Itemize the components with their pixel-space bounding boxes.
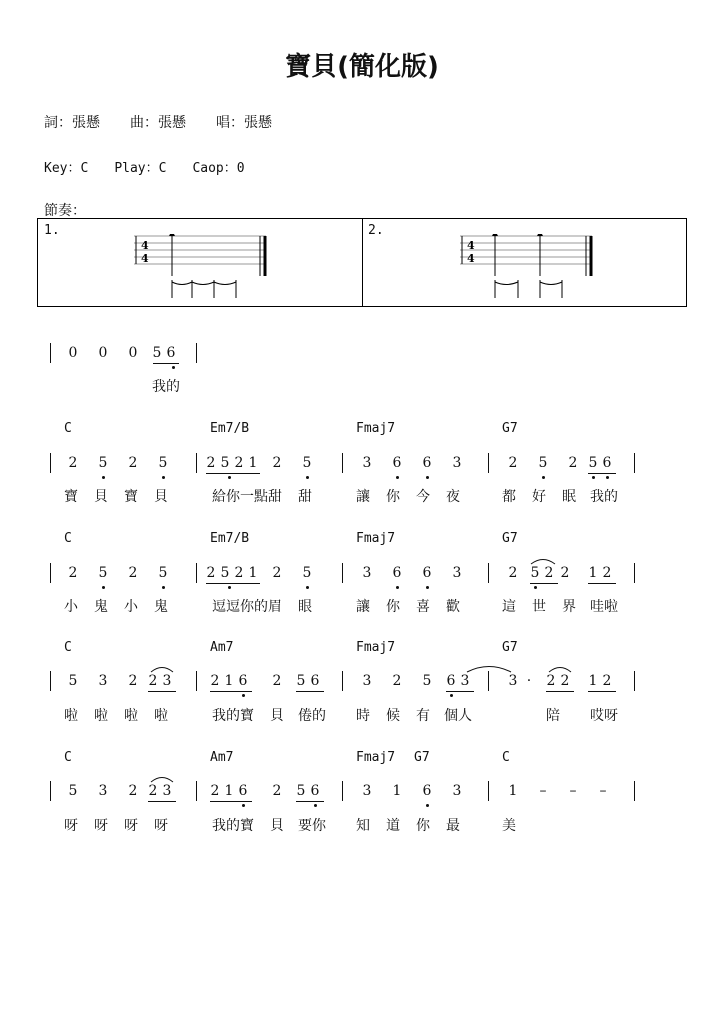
note: 5 [296, 783, 306, 799]
page-title: 寶貝(簡化版) [285, 52, 439, 82]
lyric: 你 [386, 489, 400, 505]
octave-dot [396, 476, 399, 479]
chord: Em7/B [210, 421, 250, 436]
note: 6 [392, 565, 402, 581]
lyric: 呀 [94, 818, 108, 834]
note: 2 [234, 455, 244, 471]
tie [546, 663, 574, 673]
beam [546, 691, 574, 692]
note: 6 [422, 565, 432, 581]
note: 2 [392, 673, 402, 689]
lyric: 個人 [444, 708, 472, 724]
note: 1 [508, 783, 518, 799]
lyric: 貝 [270, 708, 284, 724]
octave-dot [426, 804, 429, 807]
tie [148, 773, 176, 783]
note: 2 [272, 455, 282, 471]
chord: G7 [502, 421, 518, 436]
note: 5 [302, 565, 312, 581]
play-label: Play：C [114, 161, 167, 176]
note: 5 [98, 565, 108, 581]
note: 1 [248, 455, 258, 471]
lyric: 啦 [64, 708, 78, 724]
rhythm-staff-1 [134, 234, 274, 302]
lyric: 逗逗你的眉 [212, 599, 282, 615]
note: 3 [362, 673, 372, 689]
lyric: 倦的 [298, 708, 326, 724]
lyric: 夜 [446, 489, 460, 505]
note: 2 [568, 455, 578, 471]
note: 2 [544, 565, 554, 581]
note: 5 [588, 455, 598, 471]
lyric: 寶 [64, 489, 78, 505]
lyric: 我的 [590, 489, 618, 505]
chord: C [64, 750, 72, 765]
chord: Fmaj7 [356, 421, 396, 436]
rhythm-pattern-2-label: 2. [368, 223, 384, 238]
key-info [44, 157, 271, 176]
barline [196, 343, 197, 363]
lyric: 陪 [546, 708, 560, 724]
barline [196, 781, 197, 801]
note: 6 [602, 455, 612, 471]
barline [634, 781, 635, 801]
beam [296, 691, 324, 692]
barline [50, 563, 51, 583]
note: 2 [602, 673, 612, 689]
chord: C [502, 750, 510, 765]
barline [488, 563, 489, 583]
note: 2 [234, 565, 244, 581]
lyric: 要你 [298, 818, 326, 834]
octave-dot [534, 586, 537, 589]
lyric: 哇啦 [590, 599, 618, 615]
lyric: 有 [416, 708, 430, 724]
lyric: 你 [416, 818, 430, 834]
barline [196, 671, 197, 691]
barline [634, 563, 635, 583]
chord: Fmaj7 [356, 531, 396, 546]
key-label: Key：C [44, 161, 89, 176]
note: 3 [98, 783, 108, 799]
octave-dot [426, 476, 429, 479]
note: 2 [68, 455, 78, 471]
octave-dot [228, 586, 231, 589]
note: 2 [68, 565, 78, 581]
chord: C [64, 640, 72, 655]
note: 2 [508, 455, 518, 471]
note: 6 [392, 455, 402, 471]
octave-dot [102, 476, 105, 479]
note: 2 [128, 783, 138, 799]
tie [148, 663, 176, 673]
octave-dot [396, 586, 399, 589]
note: 5 [538, 455, 548, 471]
barline [342, 671, 343, 691]
chord: G7 [502, 640, 518, 655]
octave-dot [592, 476, 595, 479]
note: 3 [98, 673, 108, 689]
rhythm-staff-2 [460, 234, 600, 302]
chord: Am7 [210, 640, 234, 655]
note: 5 [158, 565, 168, 581]
note: 2 [128, 673, 138, 689]
note: 1 [588, 565, 598, 581]
barline [342, 781, 343, 801]
note: 5 [296, 673, 306, 689]
barline [488, 453, 489, 473]
barline [488, 671, 489, 691]
note: · [526, 673, 532, 689]
note: 0 [128, 345, 138, 361]
note: – [569, 783, 577, 799]
note: 1 [588, 673, 598, 689]
chord: Em7/B [210, 531, 250, 546]
note: 0 [68, 345, 78, 361]
beam [206, 583, 260, 584]
note: 2 [128, 565, 138, 581]
beam [206, 473, 260, 474]
barline [342, 563, 343, 583]
lyric: 我的寶 [212, 708, 254, 724]
note: 5 [98, 455, 108, 471]
lyric: 今 [416, 489, 430, 505]
octave-dot [162, 476, 165, 479]
lyric: 你 [386, 599, 400, 615]
svg-text:4: 4 [141, 252, 149, 265]
lyric: 界 [562, 599, 576, 615]
lyric: 啦 [124, 708, 138, 724]
singer: 唱：張懸 [216, 115, 272, 131]
note: 3 [162, 783, 172, 799]
note: – [599, 783, 607, 799]
barline [196, 453, 197, 473]
lyric: 世 [532, 599, 546, 615]
barline [488, 781, 489, 801]
lyric: 小 [64, 599, 78, 615]
rhythm-box [37, 218, 687, 307]
svg-text:4: 4 [467, 239, 475, 252]
lyric: 這 [502, 599, 516, 615]
octave-dot [306, 586, 309, 589]
lyric: 時 [356, 708, 370, 724]
lyric: 最 [446, 818, 460, 834]
note: 5 [302, 455, 312, 471]
lyric: 鬼 [154, 599, 168, 615]
note: 2 [210, 673, 220, 689]
lyric: 寶 [124, 489, 138, 505]
barline [50, 671, 51, 691]
lyric: 鬼 [94, 599, 108, 615]
note: 0 [98, 345, 108, 361]
beam [210, 691, 252, 692]
octave-dot [450, 694, 453, 697]
lyric: 歡 [446, 599, 460, 615]
octave-dot [542, 476, 545, 479]
octave-dot [242, 804, 245, 807]
lyric: 小 [124, 599, 138, 615]
note: 5 [220, 565, 230, 581]
octave-dot [606, 476, 609, 479]
note: 6 [166, 345, 176, 361]
lyric: 候 [386, 708, 400, 724]
note: 2 [210, 783, 220, 799]
barline [634, 671, 635, 691]
rhythm-pattern-1-label: 1. [44, 223, 60, 238]
note: 3 [362, 565, 372, 581]
beam [148, 801, 176, 802]
note: 5 [220, 455, 230, 471]
barline [634, 453, 635, 473]
note: 1 [392, 783, 402, 799]
note: 5 [422, 673, 432, 689]
lyric: 讓 [356, 599, 370, 615]
lyric: 貝 [270, 818, 284, 834]
note: 2 [148, 783, 158, 799]
note: 6 [310, 783, 320, 799]
octave-dot [102, 586, 105, 589]
note: 6 [422, 783, 432, 799]
chord: G7 [502, 531, 518, 546]
note: 3 [508, 673, 518, 689]
beam [446, 691, 474, 692]
lyric: 呀 [64, 818, 78, 834]
note: 2 [560, 673, 570, 689]
lyric: 貝 [94, 489, 108, 505]
octave-dot [172, 366, 175, 369]
note: 6 [238, 783, 248, 799]
note: 2 [206, 565, 216, 581]
barline [50, 343, 51, 363]
beam [588, 691, 616, 692]
note: 5 [68, 783, 78, 799]
lyric: 貝 [154, 489, 168, 505]
note: 2 [508, 565, 518, 581]
lyric: 眼 [298, 599, 312, 615]
note: 2 [272, 565, 282, 581]
chord: G7 [414, 750, 430, 765]
lyric: 好 [532, 489, 546, 505]
svg-text:4: 4 [141, 239, 149, 252]
beam [530, 583, 558, 584]
octave-dot [162, 586, 165, 589]
note: 6 [310, 673, 320, 689]
octave-dot [228, 476, 231, 479]
note: 3 [452, 565, 462, 581]
lyric: 啦 [94, 708, 108, 724]
note: 3 [460, 673, 470, 689]
lyric: 給你一點甜 [212, 489, 282, 505]
chord: Fmaj7 [356, 750, 396, 765]
capo-label: Caop：0 [192, 161, 245, 176]
note: 1 [224, 673, 234, 689]
lyric: 知 [356, 818, 370, 834]
note: 3 [362, 783, 372, 799]
tie [528, 555, 558, 565]
note: 3 [452, 783, 462, 799]
lyric: 美 [502, 818, 516, 834]
beam [588, 583, 616, 584]
beam [148, 691, 176, 692]
note: 2 [602, 565, 612, 581]
note: 2 [148, 673, 158, 689]
chord: Fmaj7 [356, 640, 396, 655]
note: 2 [206, 455, 216, 471]
note: 1 [248, 565, 258, 581]
note: 6 [238, 673, 248, 689]
note: 2 [128, 455, 138, 471]
lyricist: 詞：張懸 [44, 115, 100, 131]
lyric: 哎呀 [590, 708, 618, 724]
lyric: 啦 [154, 708, 168, 724]
lyric: 都 [502, 489, 516, 505]
lyric: 眠 [562, 489, 576, 505]
rhythm-divider [362, 219, 363, 307]
lyric: 喜 [416, 599, 430, 615]
barline [196, 563, 197, 583]
note: 5 [152, 345, 162, 361]
note: 1 [224, 783, 234, 799]
beam [588, 473, 616, 474]
note: 5 [530, 565, 540, 581]
svg-text:4: 4 [467, 252, 475, 265]
note: 6 [446, 673, 456, 689]
note: 3 [452, 455, 462, 471]
beam [296, 801, 324, 802]
beam [153, 363, 179, 364]
note: 6 [422, 455, 432, 471]
note: – [539, 783, 547, 799]
octave-dot [314, 804, 317, 807]
barline [342, 453, 343, 473]
lyric: 讓 [356, 489, 370, 505]
chord: C [64, 531, 72, 546]
lyric: 呀 [154, 818, 168, 834]
lyric: 我的 [152, 379, 180, 395]
beam [210, 801, 252, 802]
tie [464, 663, 514, 673]
note: 2 [560, 565, 570, 581]
lyric: 我的寶 [212, 818, 254, 834]
note: 3 [362, 455, 372, 471]
octave-dot [306, 476, 309, 479]
note: 5 [158, 455, 168, 471]
composer: 曲：張懸 [130, 115, 186, 131]
octave-dot [426, 586, 429, 589]
credits [44, 112, 302, 132]
note: 2 [546, 673, 556, 689]
octave-dot [242, 694, 245, 697]
lyric: 道 [386, 818, 400, 834]
note: 2 [272, 783, 282, 799]
barline [50, 453, 51, 473]
lyric: 甜 [298, 489, 312, 505]
chord: C [64, 421, 72, 436]
note: 5 [68, 673, 78, 689]
barline [50, 781, 51, 801]
note: 3 [162, 673, 172, 689]
lyric: 呀 [124, 818, 138, 834]
chord: Am7 [210, 750, 234, 765]
rhythm-label: 節奏： [44, 203, 86, 219]
note: 2 [272, 673, 282, 689]
